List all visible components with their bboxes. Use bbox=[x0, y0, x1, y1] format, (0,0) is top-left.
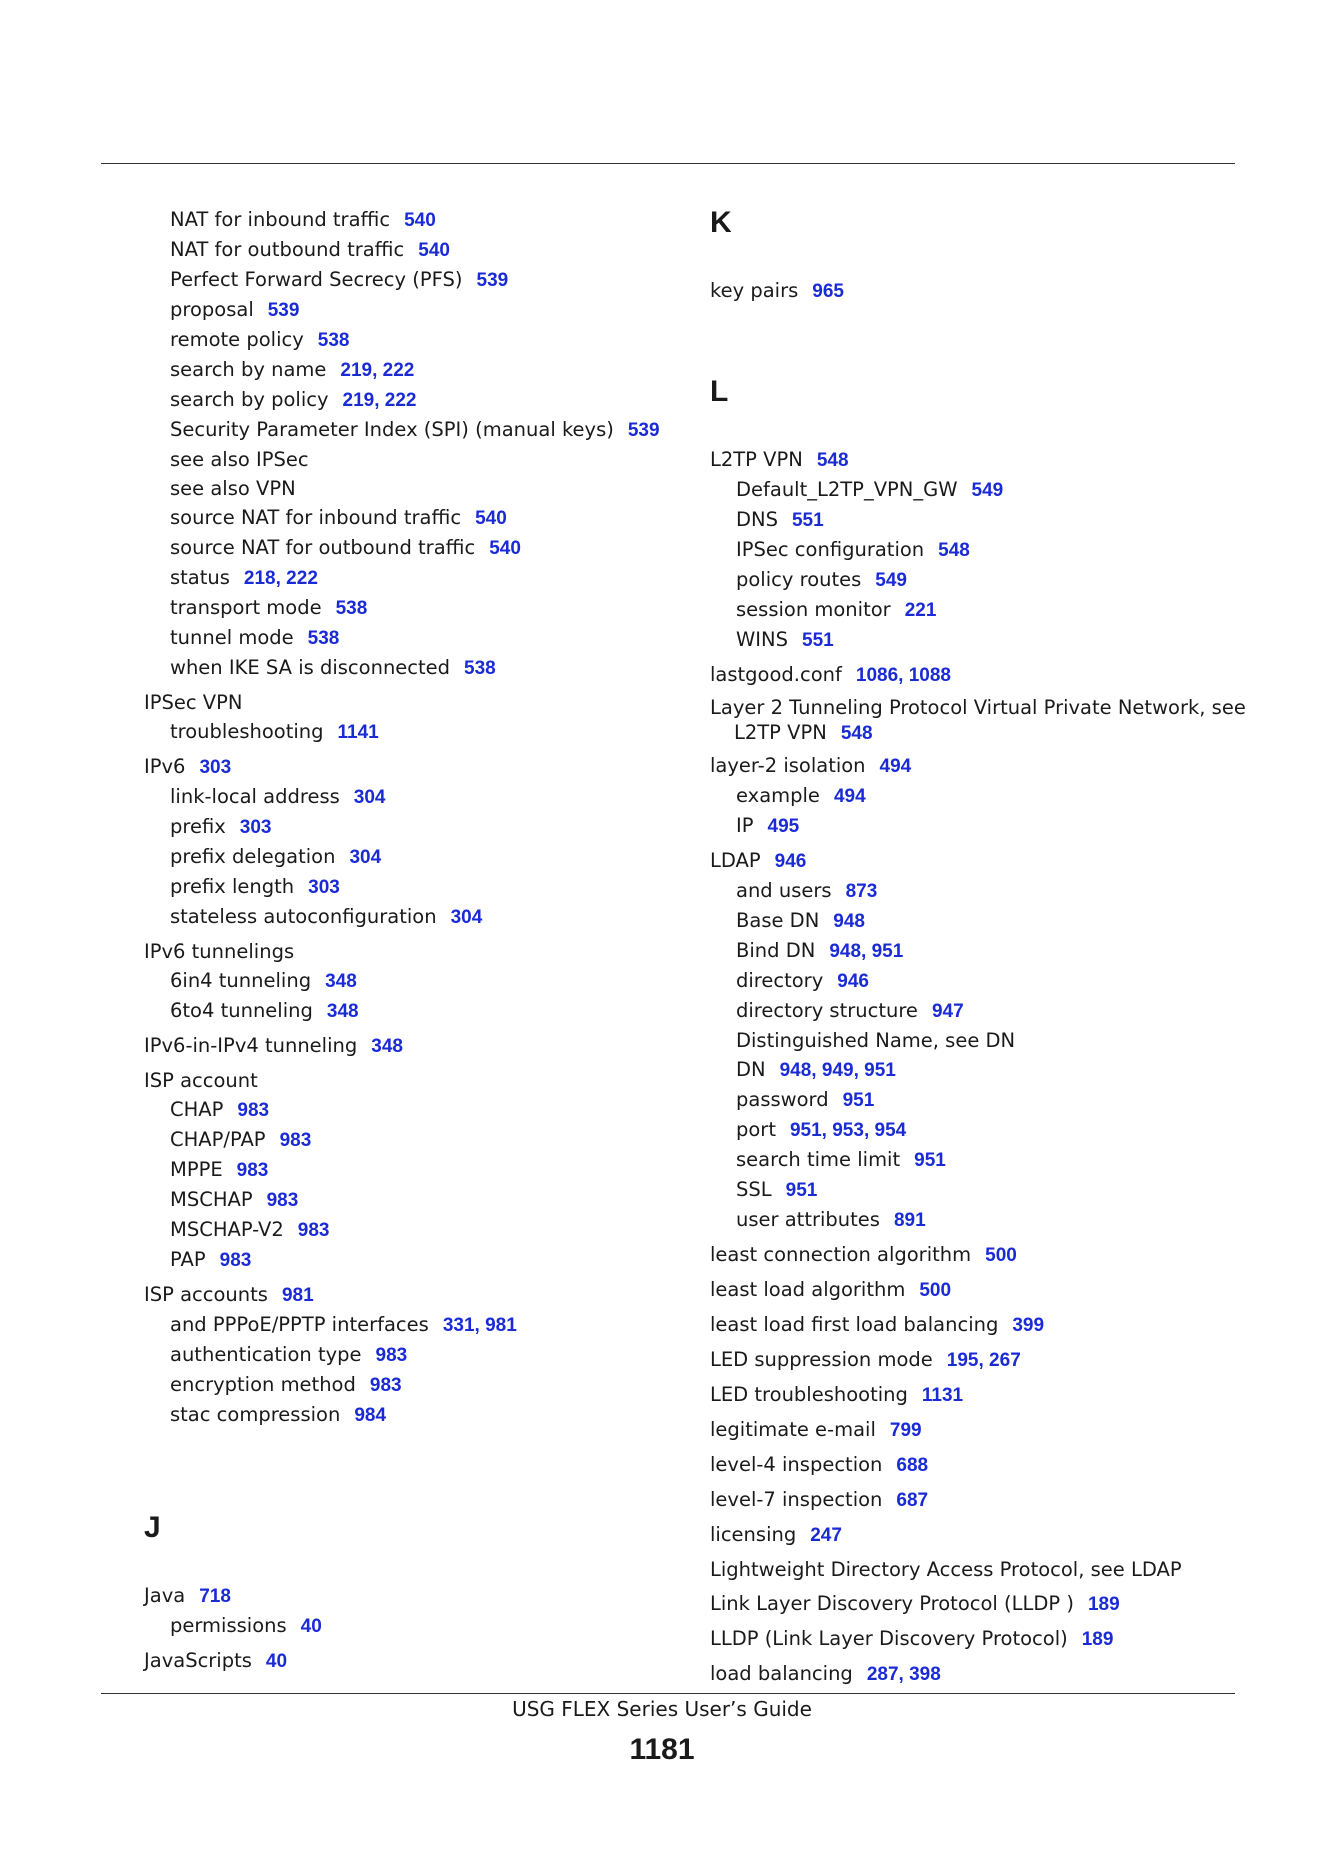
index-term: layer-2 isolation bbox=[710, 754, 866, 777]
index-term: IPv6 bbox=[144, 755, 186, 778]
index-term: least connection algorithm bbox=[710, 1243, 972, 1266]
index-subentry bbox=[144, 1400, 674, 1430]
index-term: licensing bbox=[710, 1523, 797, 1546]
page-reference-link[interactable]: 40 bbox=[300, 1616, 322, 1637]
index-subentry bbox=[144, 563, 674, 593]
index-entry bbox=[710, 660, 1270, 690]
page-reference-link[interactable]: 965 bbox=[812, 281, 844, 302]
index-term: tunnel mode bbox=[170, 626, 294, 649]
section-spacer bbox=[144, 1430, 674, 1510]
index-subentry bbox=[144, 1310, 674, 1340]
index-subentry bbox=[710, 595, 1270, 625]
index-entry bbox=[710, 1275, 1270, 1305]
index-group-l bbox=[710, 445, 1270, 1689]
index-entry bbox=[710, 695, 1270, 746]
page-reference-link[interactable]: 948, 951 bbox=[829, 941, 904, 962]
index-term: IPv6 tunnelings bbox=[144, 940, 295, 963]
page-reference-link[interactable]: 348 bbox=[326, 1001, 359, 1022]
index-term: remote policy bbox=[170, 328, 304, 351]
index-subentry bbox=[144, 474, 674, 503]
index-term: DNS bbox=[736, 508, 778, 531]
page-reference-link[interactable]: 983 bbox=[237, 1100, 270, 1121]
index-subentry bbox=[710, 625, 1270, 655]
index-entry bbox=[710, 1345, 1270, 1375]
page-reference-link[interactable]: 1131 bbox=[921, 1385, 964, 1406]
index-subentry bbox=[144, 325, 674, 355]
index-term: permissions bbox=[170, 1614, 287, 1637]
page-reference-link[interactable]: 548 bbox=[816, 450, 849, 471]
index-term: WINS bbox=[736, 628, 788, 651]
index-term: IP bbox=[736, 814, 754, 837]
page-reference-link[interactable]: 189 bbox=[1087, 1594, 1120, 1615]
index-subentry bbox=[144, 205, 674, 235]
section-letter-l: L bbox=[710, 375, 729, 408]
index-subentry bbox=[144, 1215, 674, 1245]
index-term: status bbox=[170, 566, 230, 589]
page-reference-link[interactable]: 687 bbox=[896, 1490, 929, 1511]
page-reference-link[interactable]: 983 bbox=[375, 1345, 408, 1366]
index-subentry bbox=[144, 966, 674, 996]
page-reference-link[interactable]: 304 bbox=[349, 847, 382, 868]
index-subentry bbox=[144, 812, 674, 842]
index-term: encryption method bbox=[170, 1373, 356, 1396]
index-term: Java bbox=[144, 1584, 186, 1607]
page-reference-link[interactable]: 951 bbox=[842, 1090, 875, 1111]
index-subentry bbox=[144, 533, 674, 563]
page-reference-link[interactable]: 219, 222 bbox=[340, 360, 415, 381]
page-reference-link[interactable]: 218, 222 bbox=[243, 568, 318, 589]
index-subentry bbox=[710, 811, 1270, 841]
index-term: source NAT for inbound traffic bbox=[170, 506, 462, 529]
page-reference-link[interactable]: 538 bbox=[317, 330, 350, 351]
page-reference-link[interactable]: 195, 267 bbox=[946, 1350, 1021, 1371]
index-term: IPSec VPN bbox=[144, 691, 243, 714]
index-subentry bbox=[144, 355, 674, 385]
page-reference-link[interactable]: 1141 bbox=[337, 722, 379, 743]
index-term: level-4 inspection bbox=[710, 1453, 883, 1476]
page-reference-link[interactable]: 399 bbox=[1012, 1315, 1045, 1336]
page-reference-link[interactable]: 539 bbox=[267, 300, 300, 321]
index-term: password bbox=[736, 1088, 829, 1111]
index-subentry bbox=[710, 876, 1270, 906]
page-reference-link[interactable]: 951 bbox=[914, 1150, 946, 1171]
index-entry bbox=[144, 1031, 674, 1061]
index-subentry bbox=[710, 535, 1270, 565]
header-rule bbox=[101, 163, 1235, 164]
page-reference-link[interactable]: 303 bbox=[308, 877, 340, 898]
index-term: Perfect Forward Secrecy (PFS) bbox=[170, 268, 463, 291]
page-reference-link[interactable]: 983 bbox=[266, 1190, 299, 1211]
section-spacer bbox=[710, 410, 1270, 440]
index-term: search by name bbox=[170, 358, 327, 381]
index-term: prefix bbox=[170, 815, 226, 838]
index-subentry bbox=[144, 623, 674, 653]
page-reference-link[interactable]: 540 bbox=[418, 240, 450, 261]
page-reference-link[interactable]: 948 bbox=[833, 911, 865, 932]
index-term: Lightweight Directory Access Protocol, see LDAP bbox=[710, 1558, 1182, 1581]
index-subentry bbox=[710, 1175, 1270, 1205]
index-subentry bbox=[710, 996, 1270, 1026]
index-subentry bbox=[144, 1340, 674, 1370]
index-entry bbox=[710, 1415, 1270, 1445]
index-term: ISP accounts bbox=[144, 1283, 268, 1306]
page-reference-link[interactable]: 946 bbox=[837, 971, 869, 992]
index-term: MPPE bbox=[170, 1158, 223, 1181]
page-reference-link[interactable]: 549 bbox=[971, 480, 1004, 501]
page-reference-link[interactable]: 981 bbox=[281, 1285, 314, 1306]
index-term: least load algorithm bbox=[710, 1278, 906, 1301]
index-term: NAT for inbound traffic bbox=[170, 208, 391, 231]
page-reference-link[interactable]: 891 bbox=[893, 1210, 926, 1231]
index-subentry bbox=[144, 1095, 674, 1125]
page-reference-link[interactable]: 538 bbox=[307, 628, 340, 649]
index-term: and users bbox=[736, 879, 832, 902]
index-term: LLDP (Link Layer Discovery Protocol) bbox=[710, 1627, 1068, 1650]
index-term: PAP bbox=[170, 1248, 206, 1271]
index-term: key pairs bbox=[710, 279, 799, 302]
index-subentry bbox=[710, 906, 1270, 936]
page-reference-link[interactable]: 551 bbox=[802, 630, 834, 651]
index-term: link-local address bbox=[170, 785, 340, 808]
index-term: L2TP VPN bbox=[710, 448, 803, 471]
index-term: example bbox=[736, 784, 820, 807]
page-reference-link[interactable]: 348 bbox=[325, 971, 357, 992]
section-letter-k: K bbox=[710, 206, 732, 239]
footer-guide-title: USG FLEX Series User’s Guide bbox=[512, 1697, 812, 1721]
index-term: 6in4 tunneling bbox=[170, 969, 312, 992]
index-term: search by policy bbox=[170, 388, 329, 411]
page-reference-link[interactable]: 947 bbox=[931, 1001, 964, 1022]
page-reference-link[interactable]: 688 bbox=[896, 1455, 929, 1476]
index-term: LED suppression mode bbox=[710, 1348, 933, 1371]
index-subentry bbox=[710, 1055, 1270, 1085]
index-term: level-7 inspection bbox=[710, 1488, 883, 1511]
index-term: Security Parameter Index (SPI) (manual keys) bbox=[170, 418, 614, 441]
index-term: port bbox=[736, 1118, 776, 1141]
index-entry bbox=[144, 1066, 674, 1095]
index-subentry bbox=[144, 782, 674, 812]
index-subentry bbox=[144, 235, 674, 265]
index-term-continued bbox=[710, 720, 1270, 746]
index-subentry bbox=[144, 1185, 674, 1215]
index-term: load balancing bbox=[710, 1662, 853, 1685]
page-reference-link[interactable]: 287, 398 bbox=[866, 1664, 941, 1685]
index-term-continued-text: L2TP VPN bbox=[734, 721, 827, 744]
index-term: IPSec configuration bbox=[736, 538, 925, 561]
index-subentry bbox=[710, 505, 1270, 535]
index-subentry bbox=[710, 1205, 1270, 1235]
index-term: JavaScripts bbox=[144, 1649, 252, 1672]
index-entry bbox=[710, 1450, 1270, 1480]
index-subentry bbox=[144, 1125, 674, 1155]
index-term: LED troubleshooting bbox=[710, 1383, 908, 1406]
page-reference-link[interactable]: 40 bbox=[265, 1651, 288, 1672]
page-reference-link[interactable]: 304 bbox=[450, 907, 483, 928]
index-term: authentication type bbox=[170, 1343, 362, 1366]
index-term: legitimate e-mail bbox=[710, 1418, 876, 1441]
index-subentry bbox=[144, 265, 674, 295]
index-entry bbox=[144, 1280, 674, 1310]
page-reference-link[interactable]: 873 bbox=[845, 881, 878, 902]
page-reference-link[interactable]: 494 bbox=[833, 786, 866, 807]
index-subentry bbox=[144, 593, 674, 623]
index-subentry bbox=[710, 1145, 1270, 1175]
index-term: 6to4 tunneling bbox=[170, 999, 313, 1022]
index-entry bbox=[710, 1624, 1270, 1654]
index-entry bbox=[710, 1589, 1270, 1619]
index-term: session monitor bbox=[736, 598, 891, 621]
footer-rule bbox=[101, 1693, 1235, 1694]
index-term: Bind DN bbox=[736, 939, 816, 962]
index-term: NAT for outbound traffic bbox=[170, 238, 405, 261]
index-term: see also IPSec bbox=[170, 448, 309, 471]
index-subentry bbox=[144, 1155, 674, 1185]
index-subentry bbox=[710, 966, 1270, 996]
index-subentry bbox=[710, 936, 1270, 966]
index-term: stateless autoconfiguration bbox=[170, 905, 437, 928]
index-subentry bbox=[144, 415, 674, 445]
page-reference-link[interactable]: 951, 953, 954 bbox=[789, 1120, 907, 1141]
index-subentry bbox=[144, 902, 674, 932]
page-reference-link[interactable]: 540 bbox=[489, 538, 521, 559]
index-column-right bbox=[710, 205, 1270, 1689]
page-reference-link[interactable]: 304 bbox=[353, 787, 386, 808]
index-subentry bbox=[144, 1611, 674, 1641]
index-subentry bbox=[144, 445, 674, 474]
page-reference-link[interactable]: 331, 981 bbox=[442, 1315, 517, 1336]
page-reference-link[interactable]: 538 bbox=[464, 658, 496, 679]
index-subentry bbox=[144, 653, 674, 683]
index-term: Base DN bbox=[736, 909, 820, 932]
page-reference-link[interactable]: 189 bbox=[1081, 1629, 1114, 1650]
index-entry bbox=[710, 1520, 1270, 1550]
index-entry bbox=[710, 276, 1270, 306]
index-group-ipsec-continued bbox=[144, 205, 674, 1430]
page-reference-link[interactable]: 221 bbox=[904, 600, 937, 621]
index-term: source NAT for outbound traffic bbox=[170, 536, 476, 559]
page-reference-link[interactable]: 948, 949, 951 bbox=[779, 1060, 896, 1081]
index-term: Distinguished Name, see DN bbox=[736, 1029, 1016, 1052]
index-term: and PPPoE/PPTP interfaces bbox=[170, 1313, 429, 1336]
index-subentry bbox=[710, 1115, 1270, 1145]
index-subentry bbox=[144, 1370, 674, 1400]
page-reference-link[interactable]: 500 bbox=[985, 1245, 1017, 1266]
index-entry bbox=[710, 846, 1270, 876]
index-subentry bbox=[710, 475, 1270, 505]
page-reference-link[interactable]: 539 bbox=[627, 420, 660, 441]
index-group-k bbox=[710, 276, 1270, 306]
index-subentry bbox=[144, 842, 674, 872]
section-spacer bbox=[710, 306, 1270, 374]
page-reference-link[interactable]: 983 bbox=[236, 1160, 269, 1181]
index-entry bbox=[144, 752, 674, 782]
footer-page-number: 1181 bbox=[629, 1733, 695, 1766]
index-entry bbox=[710, 1310, 1270, 1340]
index-term: prefix delegation bbox=[170, 845, 336, 868]
index-term: IPv6-in-IPv4 tunneling bbox=[144, 1034, 358, 1057]
index-term: troubleshooting bbox=[170, 720, 324, 743]
index-term: proposal bbox=[170, 298, 254, 321]
index-subentry bbox=[144, 1245, 674, 1275]
index-subentry bbox=[144, 503, 674, 533]
page-reference-link[interactable]: 219, 222 bbox=[342, 390, 417, 411]
page-reference-link[interactable]: 348 bbox=[371, 1036, 403, 1057]
index-entry bbox=[144, 688, 674, 717]
page-reference-link[interactable]: 495 bbox=[767, 816, 800, 837]
index-column-left bbox=[144, 205, 674, 1676]
index-term: see also VPN bbox=[170, 477, 296, 500]
index-subentry bbox=[710, 781, 1270, 811]
index-term: policy routes bbox=[736, 568, 862, 591]
page-reference-link[interactable]: 718 bbox=[199, 1586, 231, 1607]
index-term: lastgood.conf bbox=[710, 663, 842, 686]
index-entry bbox=[710, 1380, 1270, 1410]
page-reference-link[interactable]: 540 bbox=[404, 210, 436, 231]
index-entry bbox=[710, 1485, 1270, 1515]
page-reference-link[interactable]: 303 bbox=[239, 817, 272, 838]
section-spacer bbox=[144, 1546, 674, 1576]
index-entry bbox=[710, 1240, 1270, 1270]
index-term: Link Layer Discovery Protocol (LLDP ) bbox=[710, 1592, 1074, 1615]
page-reference-link[interactable]: 983 bbox=[297, 1220, 330, 1241]
index-subentry bbox=[144, 385, 674, 415]
page-reference-link[interactable]: 494 bbox=[879, 756, 912, 777]
index-term: transport mode bbox=[170, 596, 322, 619]
page-reference-link[interactable]: 540 bbox=[475, 508, 507, 529]
index-term: stac compression bbox=[170, 1403, 341, 1426]
index-term: MSCHAP-V2 bbox=[170, 1218, 284, 1241]
page-reference-link[interactable]: 551 bbox=[791, 510, 824, 531]
index-group-j bbox=[144, 1581, 674, 1676]
index-term: CHAP/PAP bbox=[170, 1128, 266, 1151]
index-term: directory structure bbox=[736, 999, 918, 1022]
page-reference-link[interactable]: 1086, 1088 bbox=[855, 665, 951, 686]
index-term: ISP account bbox=[144, 1069, 258, 1092]
index-entry bbox=[710, 1659, 1270, 1689]
index-entry bbox=[144, 1581, 674, 1611]
index-term: MSCHAP bbox=[170, 1188, 253, 1211]
index-subentry bbox=[710, 1085, 1270, 1115]
index-term: user attributes bbox=[736, 1208, 880, 1231]
page-reference-link[interactable]: 983 bbox=[279, 1130, 312, 1151]
index-term: when IKE SA is disconnected bbox=[170, 656, 451, 679]
index-entry bbox=[710, 445, 1270, 475]
page-reference-link[interactable]: 799 bbox=[889, 1420, 922, 1441]
index-term: prefix length bbox=[170, 875, 295, 898]
page-reference-link[interactable]: 548 bbox=[840, 723, 873, 744]
page-reference-link[interactable]: 951 bbox=[785, 1180, 818, 1201]
index-subentry bbox=[144, 717, 674, 747]
page-reference-link[interactable]: 984 bbox=[354, 1405, 387, 1426]
index-term: LDAP bbox=[710, 849, 761, 872]
index-term: Layer 2 Tunneling Protocol Virtual Private Network, see bbox=[710, 696, 1246, 719]
index-term: Default_L2TP_VPN_GW bbox=[736, 478, 958, 501]
index-term: search time limit bbox=[736, 1148, 901, 1171]
index-term: least load first load balancing bbox=[710, 1313, 999, 1336]
page-reference-link[interactable]: 549 bbox=[875, 570, 907, 591]
index-subentry bbox=[710, 1026, 1270, 1055]
section-spacer bbox=[710, 241, 1270, 271]
index-term: DN bbox=[736, 1058, 766, 1081]
index-subentry bbox=[144, 996, 674, 1026]
page-reference-link[interactable]: 548 bbox=[938, 540, 970, 561]
page-reference-link[interactable]: 946 bbox=[774, 851, 807, 872]
page-reference-link[interactable]: 500 bbox=[919, 1280, 952, 1301]
index-entry bbox=[710, 751, 1270, 781]
page-reference-link[interactable]: 983 bbox=[369, 1375, 402, 1396]
page-reference-link[interactable]: 247 bbox=[810, 1525, 842, 1546]
page-reference-link[interactable]: 303 bbox=[199, 757, 232, 778]
index-subentry bbox=[144, 295, 674, 325]
page-reference-link[interactable]: 983 bbox=[219, 1250, 252, 1271]
section-letter-j: J bbox=[144, 1511, 161, 1544]
index-term: directory bbox=[736, 969, 824, 992]
index-term: CHAP bbox=[170, 1098, 224, 1121]
index-subentry bbox=[144, 872, 674, 902]
index-term: SSL bbox=[736, 1178, 772, 1201]
index-subentry bbox=[710, 565, 1270, 595]
page-reference-link[interactable]: 539 bbox=[476, 270, 509, 291]
index-entry bbox=[144, 1646, 674, 1676]
index-entry bbox=[144, 937, 674, 966]
index-entry bbox=[710, 1555, 1270, 1584]
page-reference-link[interactable]: 538 bbox=[335, 598, 368, 619]
